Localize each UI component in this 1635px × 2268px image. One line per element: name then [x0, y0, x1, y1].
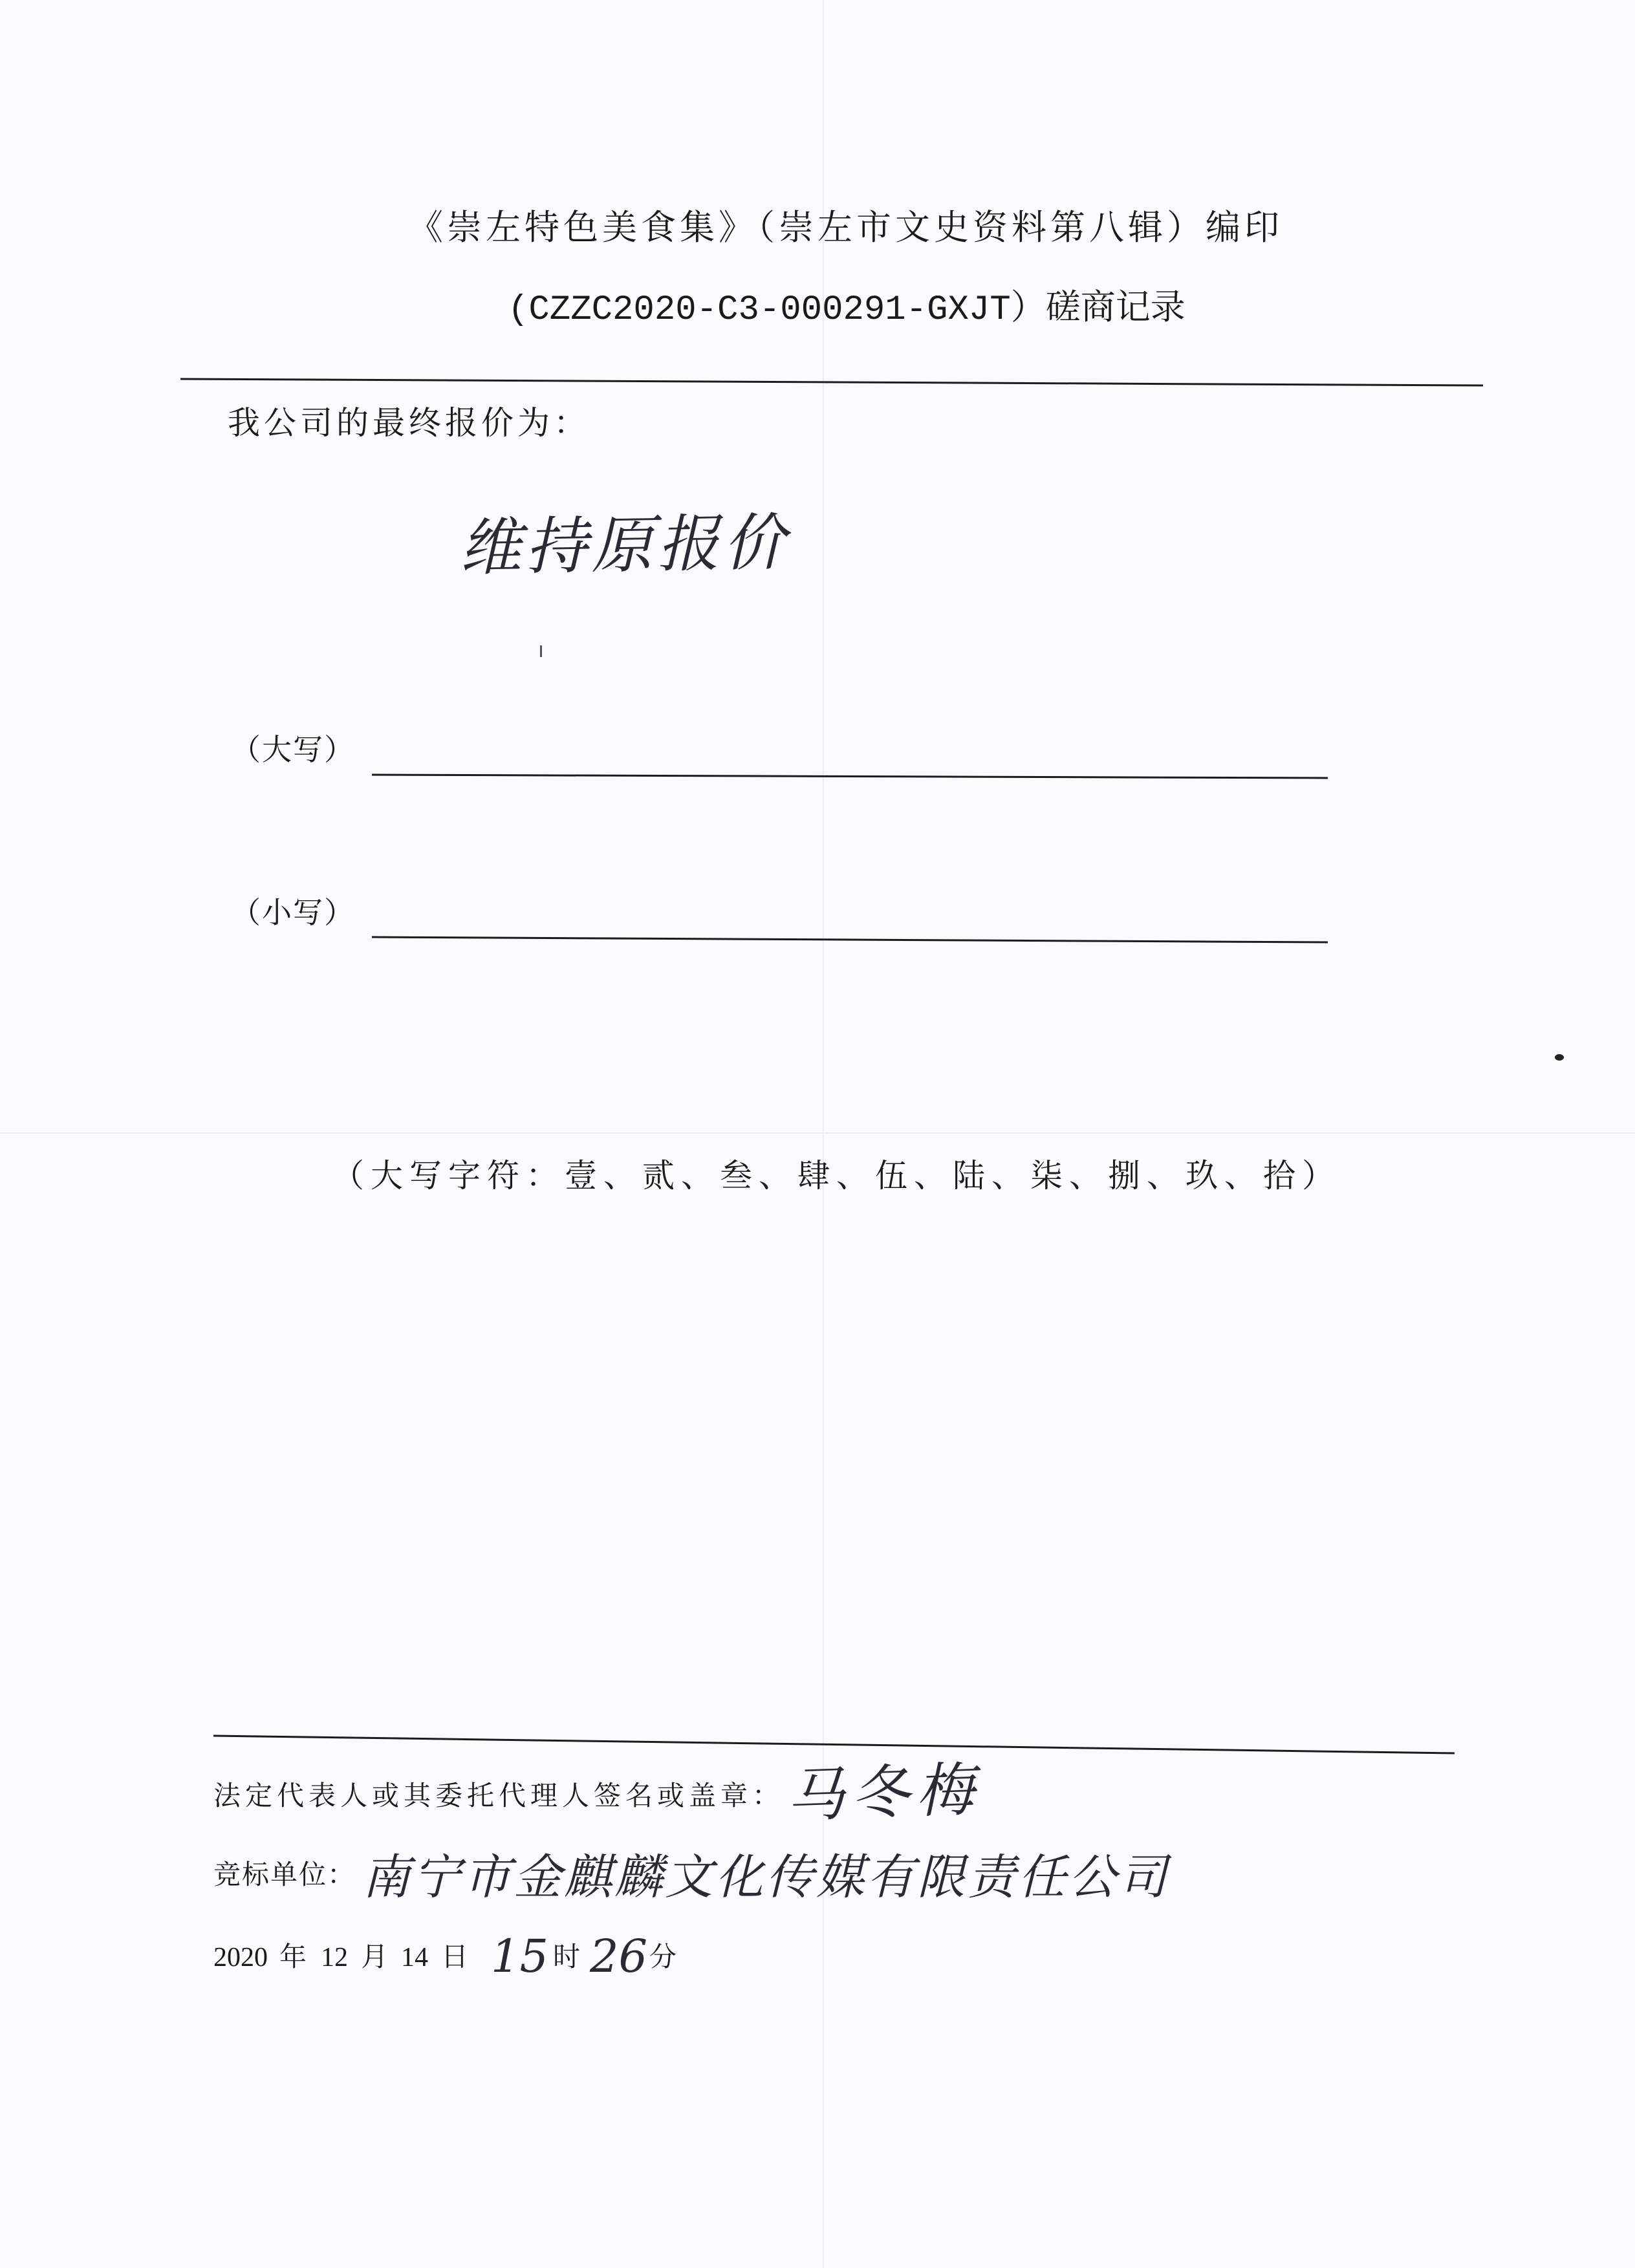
bidder-name-handwritten: 南宁市金麒麟文化传媒有限责任公司	[362, 1850, 1169, 1905]
footer-divider-line	[213, 1736, 1455, 1753]
date-minute-handwritten: 26	[590, 1930, 648, 1983]
date-hour-handwritten: 15	[491, 1930, 549, 1983]
uppercase-amount-label: （大写）	[231, 733, 355, 766]
final-quote-label: 我公司的最终报价为：	[228, 405, 590, 441]
signature-handwritten: 马冬梅	[785, 1755, 982, 1831]
bidder-label: 竞标单位：	[213, 1861, 356, 1890]
uppercase-amount-line	[372, 775, 1328, 778]
stray-pen-mark	[540, 645, 542, 657]
header-divider-line	[180, 379, 1483, 385]
date-day-unit: 日	[441, 1943, 469, 1972]
date-year: 2020	[213, 1943, 268, 1972]
document-title-line1: 《崇左特色美食集》（崇左市文史资料第八辑）编印	[408, 208, 1283, 247]
uppercase-characters-note: （大写字符：壹、贰、叁、肆、伍、陆、柒、捌、玖、拾）	[332, 1158, 1341, 1194]
date-minute-unit: 分	[649, 1943, 677, 1972]
date-day: 14	[401, 1943, 428, 1972]
document-title-line2: (CZZC2020-C3-000291-GXJT）磋商记录	[508, 290, 1186, 330]
lowercase-amount-line	[372, 937, 1328, 942]
final-quote-handwritten: 维持原报价	[459, 506, 790, 585]
date-year-unit: 年	[279, 1943, 307, 1972]
date-month: 12	[321, 1943, 348, 1972]
ink-speck	[1555, 1054, 1564, 1061]
date-month-unit: 月	[361, 1943, 389, 1972]
lowercase-amount-label: （小写）	[231, 896, 355, 929]
signature-label: 法定代表人或其委托代理人签名或盖章：	[213, 1782, 785, 1811]
date-hour-unit: 时	[553, 1943, 581, 1972]
